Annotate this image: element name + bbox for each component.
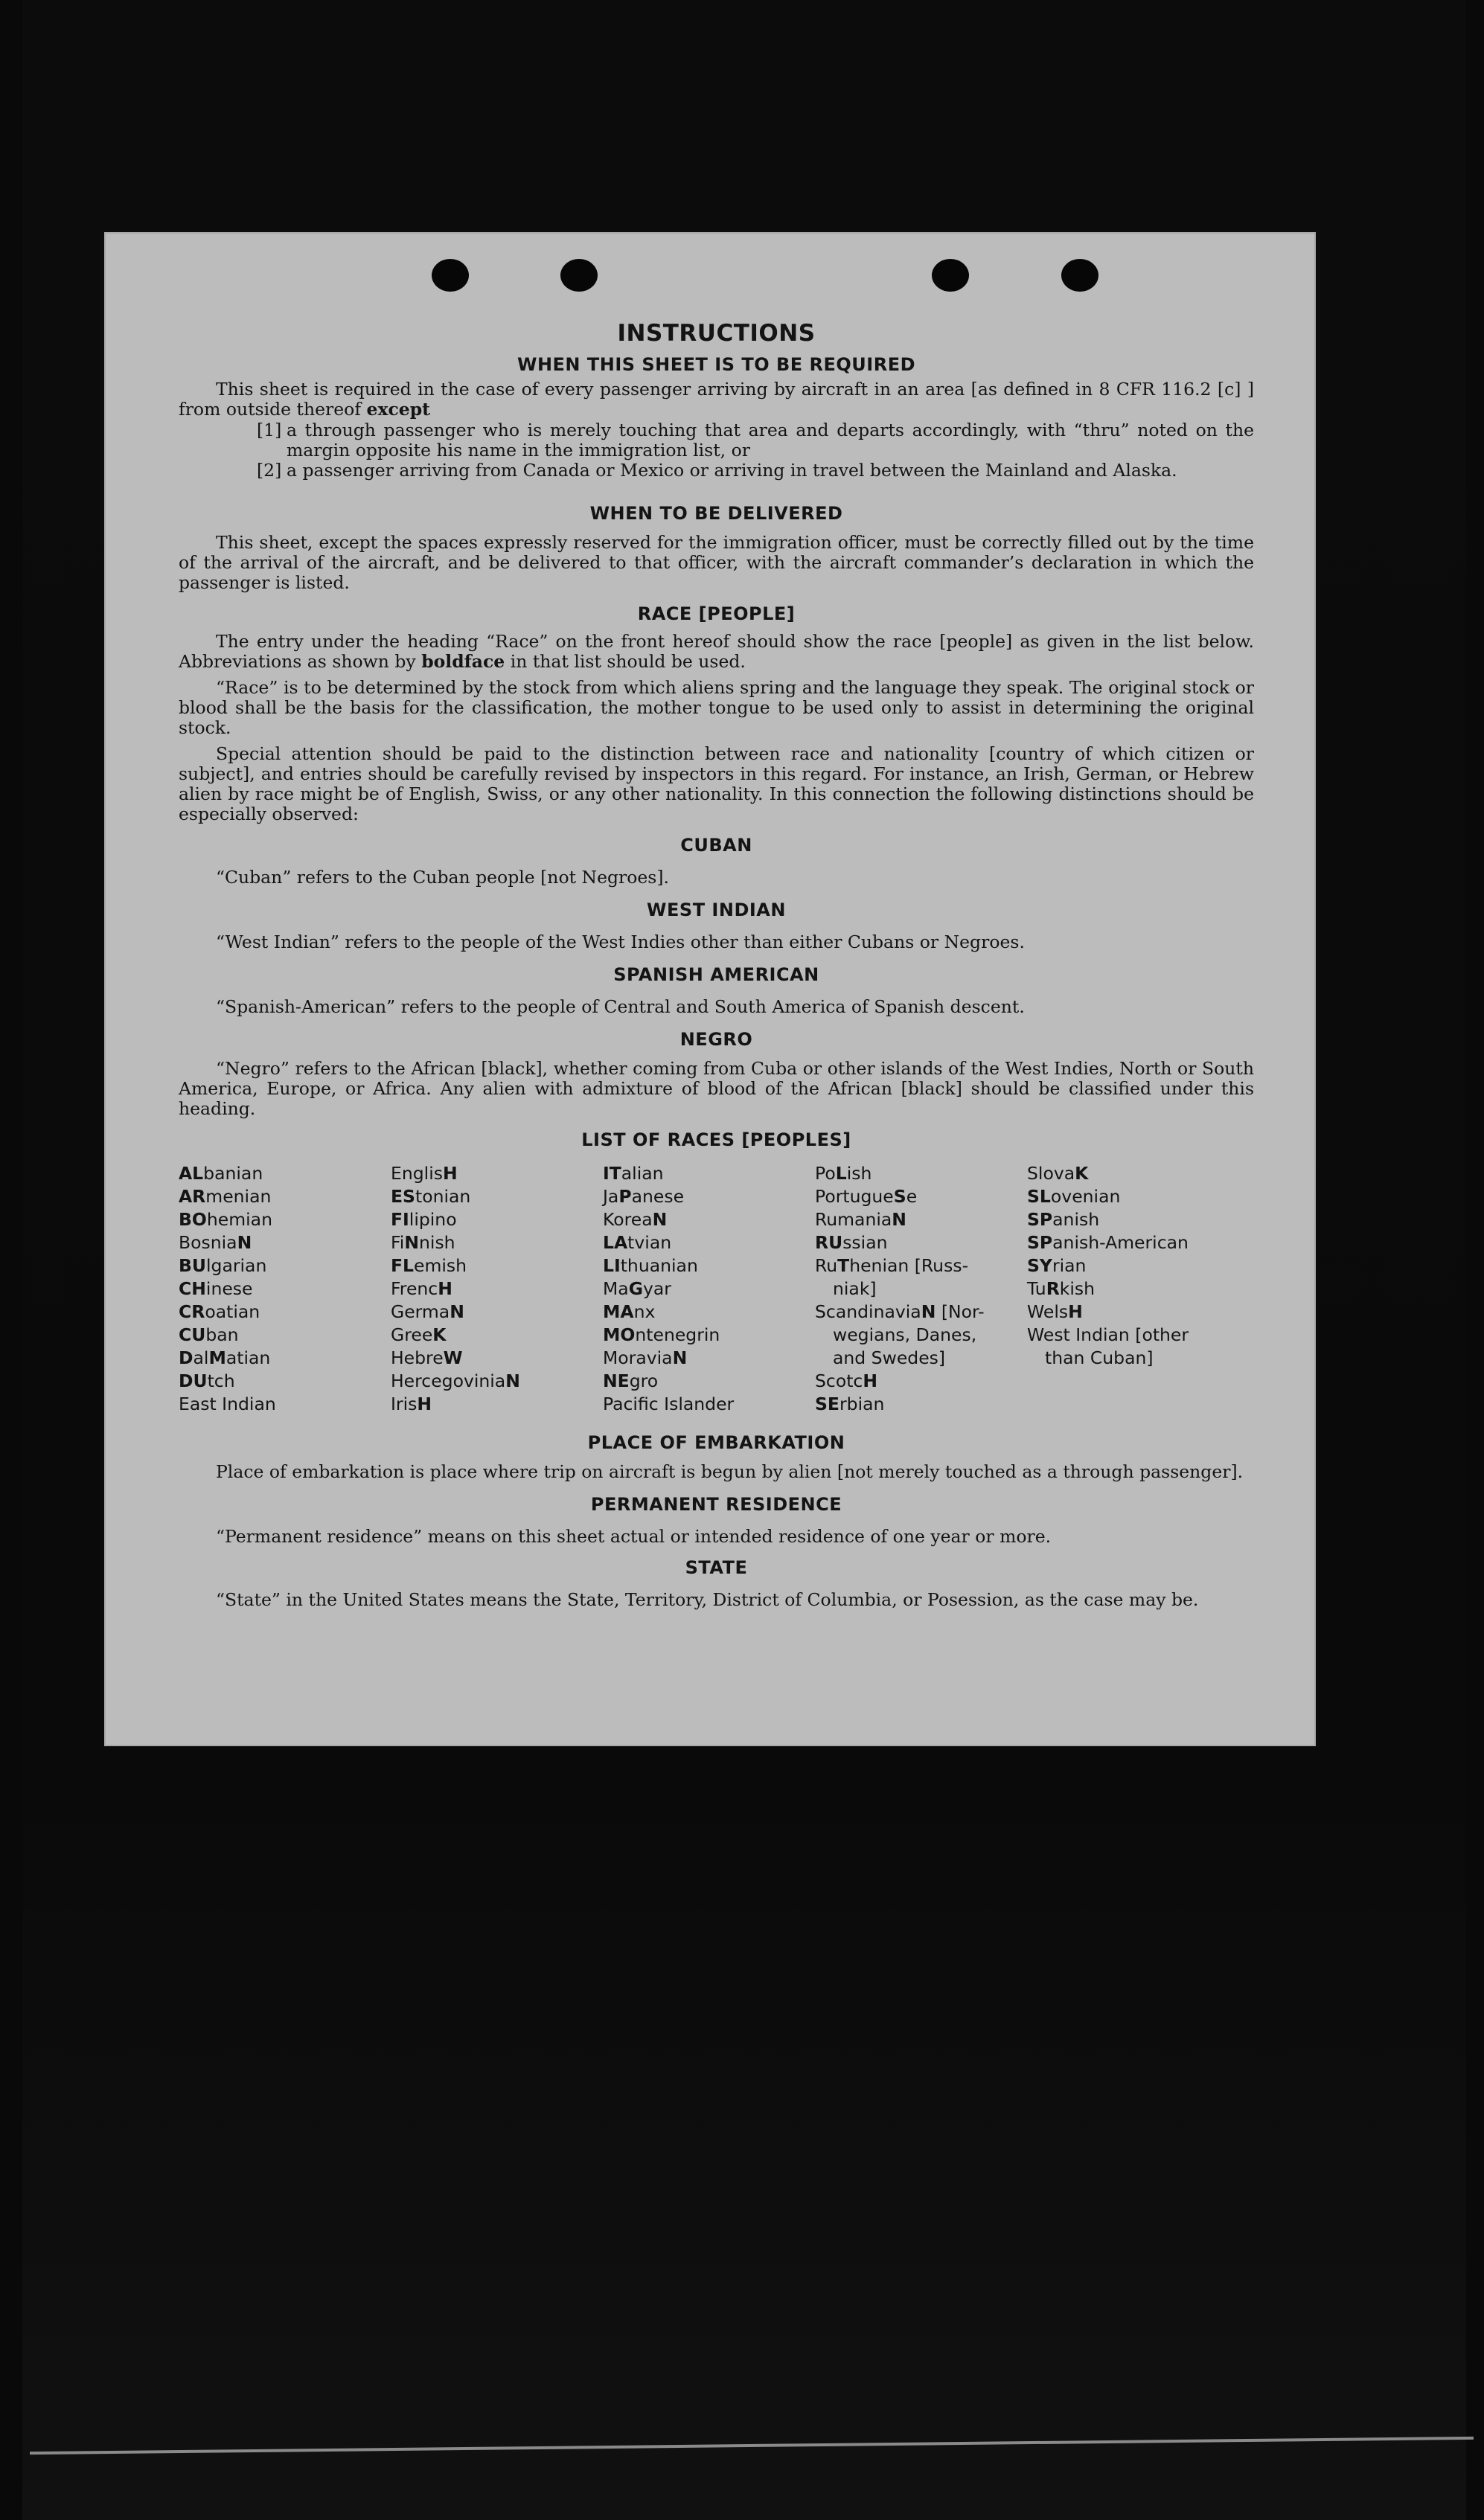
race-list-item: SPanish-American [1027, 1232, 1189, 1253]
heading-spanish-american: SPANISH AMERICAN [613, 964, 819, 985]
punch-hole [932, 259, 969, 292]
race-list-item: HercegoviniaN [391, 1370, 520, 1391]
race-list-item: MoraviaN [603, 1347, 688, 1368]
race-list-item: LIthuanian [603, 1255, 698, 1276]
race-paragraph-1: The entry under the heading “Race” on the front hereof should show the race [people] as given in the list below. Abbreviations as shown by boldface in that list should be used. [179, 631, 1254, 672]
race-list-item: DalMatian [179, 1347, 271, 1368]
state-text: “State” in the United States means the State, Territory, District of Columbia, or Posession, as the case may be. [216, 1589, 1199, 1610]
race-list-item: EnglisH [391, 1163, 458, 1184]
heading-negro: NEGRO [679, 1029, 753, 1050]
when-required-item-2: [2] a passenger arriving from Canada or Mexico or arriving in travel between the Mainland and Alaska. [257, 460, 1177, 481]
heading-west-indian: WEST INDIAN [647, 900, 786, 920]
heading-embarkation: PLACE OF EMBARKATION [587, 1432, 845, 1453]
race-list-item: RUssian [815, 1232, 888, 1253]
heading-cuban: CUBAN [680, 835, 752, 856]
race-column [1027, 1162, 1239, 1416]
race-list-item: ScotcH [815, 1370, 878, 1391]
punch-hole [560, 259, 598, 292]
west-indian-text: “West Indian” refers to the people of the West Indies other than either Cubans or Negroes. [216, 932, 1025, 952]
race-list-item: and Swedes] [833, 1347, 946, 1368]
race-list-item: FiNnish [391, 1232, 455, 1253]
heading-permanent-residence: PERMANENT RESIDENCE [590, 1494, 842, 1515]
race-list [179, 1162, 1254, 1416]
race-list-item: ScandinaviaN [Nor- [815, 1301, 985, 1322]
heading-list-of-races: LIST OF RACES [PEOPLES] [581, 1129, 851, 1150]
race-list-item: wegians, Danes, [833, 1324, 977, 1345]
race-list-item: PortugueSe [815, 1186, 918, 1207]
when-required-intro: This sheet is required in the case of every passenger arriving by aircraft in an area [as defined in 8 CFR 116.2 [c] ] from outside thereof except [179, 379, 1254, 420]
race-list-item: GermaN [391, 1301, 464, 1322]
when-required-item-1: [1] a through passenger who is merely touching that area and departs accordingly, with “thru” noted on the margin opposite his name in the immigration list, or [257, 420, 1254, 461]
race-list-item: TuRkish [1027, 1278, 1096, 1299]
heading-state: STATE [685, 1557, 748, 1578]
race-list-item: Pacific Islander [603, 1394, 735, 1414]
race-list-item: SLovenian [1027, 1186, 1121, 1207]
race-list-item: FIlipino [391, 1209, 457, 1230]
race-list-item: MOntenegrin [603, 1324, 720, 1345]
race-list-item: HebreW [391, 1347, 463, 1368]
race-column [815, 1162, 1027, 1416]
race-list-item: GreeK [391, 1324, 447, 1345]
document-page [104, 232, 1316, 1746]
race-list-item: LAtvian [603, 1232, 672, 1253]
race-list-item: BosniaN [179, 1232, 252, 1253]
race-list-item: SPanish [1027, 1209, 1100, 1230]
race-list-item: EStonian [391, 1186, 471, 1207]
heading-when-delivered: WHEN TO BE DELIVERED [589, 503, 843, 524]
race-list-item: MaGyar [603, 1278, 671, 1299]
race-list-item: BOhemian [179, 1209, 272, 1230]
race-list-item: FLemish [391, 1255, 467, 1276]
race-list-item: FrencH [391, 1278, 452, 1299]
page-title: INSTRUCTIONS [617, 320, 816, 347]
race-list-item: East Indian [179, 1394, 276, 1414]
race-column [603, 1162, 815, 1416]
race-column [179, 1162, 391, 1416]
race-list-item: CRoatian [179, 1301, 260, 1322]
heading-race: RACE [PEOPLE] [637, 603, 796, 624]
instructions-content [179, 320, 1254, 1610]
race-list-item: SYrian [1027, 1255, 1087, 1276]
race-column [391, 1162, 603, 1416]
race-list-item: CHinese [179, 1278, 253, 1299]
race-list-item: SlovaK [1027, 1163, 1089, 1184]
race-list-item: IrisH [391, 1394, 432, 1414]
permanent-residence-text: “Permanent residence” means on this sheet actual or intended residence of one year or more. [216, 1526, 1052, 1547]
race-list-item: West Indian [other [1027, 1324, 1189, 1345]
race-list-item: SErbian [815, 1394, 885, 1414]
race-list-item: than Cuban] [1045, 1347, 1154, 1368]
race-list-item: WelsH [1027, 1301, 1083, 1322]
heading-when-required: WHEN THIS SHEET IS TO BE REQUIRED [516, 354, 916, 375]
spanish-american-text: “Spanish-American” refers to the people of Central and South America of Spanish descent. [216, 996, 1025, 1017]
race-list-item: ALbanian [179, 1163, 263, 1184]
race-paragraph-2: “Race” is to be determined by the stock from which aliens spring and the language they speak. The original stock or blood shall be the basis for the classification, the mother tongue to be used only to assist in determining the original stock. [179, 677, 1254, 738]
punch-hole [432, 259, 469, 292]
race-paragraph-3: Special attention should be paid to the distinction between race and nationality [country of which citizen or subject], and entries should be carefully revised by inspectors in this regard. For instance, an Irish, German, or Hebrew alien by race might be of English, Swiss, or any other nationality. In this connection the following distinctions should be especially observed: [179, 743, 1254, 824]
race-list-item: KoreaN [603, 1209, 668, 1230]
race-list-item: NEgro [603, 1370, 659, 1391]
race-list-item: RuThenian [Russ- [815, 1255, 969, 1276]
race-list-item: RumaniaN [815, 1209, 906, 1230]
race-list-item: BUlgarian [179, 1255, 267, 1276]
race-list-item: JaPanese [603, 1186, 685, 1207]
race-list-item: niak] [833, 1278, 877, 1299]
when-delivered-text: This sheet, except the spaces expressly reserved for the immigration officer, must be correctly filled out by the time of the arrival of the aircraft, and be delivered to that officer, with the aircraft commander’s declaration in which the passenger is listed. [179, 532, 1254, 593]
race-list-item: ARmenian [179, 1186, 272, 1207]
race-list-item: PoLish [815, 1163, 872, 1184]
cuban-text: “Cuban” refers to the Cuban people [not Negroes]. [216, 867, 670, 888]
race-list-item: ITalian [603, 1163, 664, 1184]
embarkation-text: Place of embarkation is place where trip on aircraft is begun by alien [not merely touched as a through passenger]. [216, 1461, 1244, 1482]
race-list-item: CUban [179, 1324, 239, 1345]
negro-text: “Negro” refers to the African [black], whether coming from Cuba or other islands of the West Indies, North or South America, Europe, or Africa. Any alien with admixture of blood of the African [black] should be classified under this heading. [179, 1058, 1254, 1119]
race-list-item: DUtch [179, 1370, 235, 1391]
punch-hole [1061, 259, 1098, 292]
race-list-item: MAnx [603, 1301, 656, 1322]
